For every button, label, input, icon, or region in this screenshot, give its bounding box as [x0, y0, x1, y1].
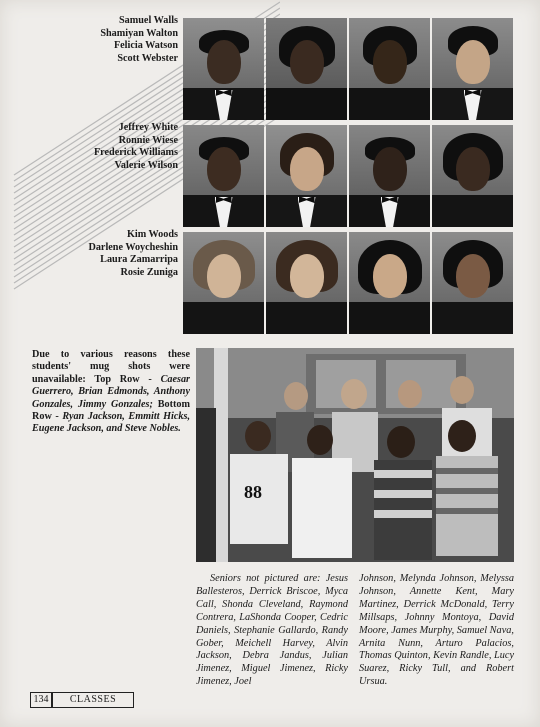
not-pictured-column-2: Johnson, Melynda Johnson, Melyssa Johnson, Annette Kent, Mary Martinez, Derrick McDonald, Terry Millsaps, Johnny Montoya, David Moore, James Murphy, Samuel Nava, Arnita Nunn, Arturo Palacios, Thomas Quinton, Kevin Randle, Lucy Suarez, Ricky Tull, and Robert Ursua.: [359, 573, 515, 688]
names-row-1: [100, 15, 178, 65]
student-name: Ronnie Wiese: [118, 134, 178, 146]
student-name: Felicia Watson: [113, 40, 178, 52]
portrait-photo: [183, 232, 264, 334]
unavailable-intro: Due to various reasons these students' mug shots were unavailable: Top Row -: [32, 349, 190, 385]
group-photo-image: [196, 348, 514, 562]
unavailable-bottom-row: Ryan Jackson, Emmitt Hicks, Eugene Jackson, and Steve Nobles.: [32, 411, 190, 435]
portrait-photo: [183, 18, 264, 120]
student-name: Valerie Wilson: [114, 159, 178, 171]
student-name: Frederick Williams: [93, 147, 178, 159]
unavailable-photos-note: [32, 349, 190, 436]
svg-text:88: 88: [244, 482, 262, 502]
portrait-photo: [266, 18, 347, 120]
student-name: Shamiyan Walton: [100, 27, 178, 39]
portrait-photo: [266, 232, 347, 334]
portrait-photo: [266, 125, 347, 227]
portrait-photo: [349, 232, 430, 334]
portrait-photo: [432, 125, 513, 227]
student-name: Scott Webster: [117, 52, 178, 64]
portrait-photo: [432, 232, 513, 334]
section-label: CLASSES: [52, 692, 134, 708]
names-row-2: [94, 122, 178, 172]
portrait-photo: [432, 18, 513, 120]
student-name: Laura Zamarripa: [100, 254, 178, 266]
unavailable-top-row: Caesar Guerrero, Brian Edmonds, Anthony Gonzales, Jimmy Gonzales;: [32, 373, 190, 410]
names-row-3: [88, 229, 178, 279]
student-name: Darlene Woycheshin: [88, 241, 178, 253]
group-photo: [196, 348, 514, 562]
unavailable-bottom-label: Bottom Row -: [32, 398, 190, 423]
portrait-photo: [349, 125, 430, 227]
student-name: Kim Woods: [126, 229, 178, 240]
portrait-photo: [349, 18, 430, 120]
portrait-photo: [183, 125, 264, 227]
not-pictured-column-1: Seniors not pictured are: Jesus Ballesteros, Derrick Briscoe, Myca Call, Shonda Cleveland, Raymond Contrera, LaShonda Cooper, Cedric Daniels, Stephanie Gallardo, Randy Gober, Meichell Harvey, Alvin Jackson, Debra Jandus, Julian Jimenez, Miguel Jimenez, Ricky Jimenez, Joel: [196, 573, 348, 688]
page-number: 134: [30, 692, 52, 708]
student-name: Jeffrey White: [118, 122, 178, 133]
student-name: Rosie Zuniga: [120, 266, 178, 278]
student-name: Samuel Walls: [119, 15, 178, 26]
